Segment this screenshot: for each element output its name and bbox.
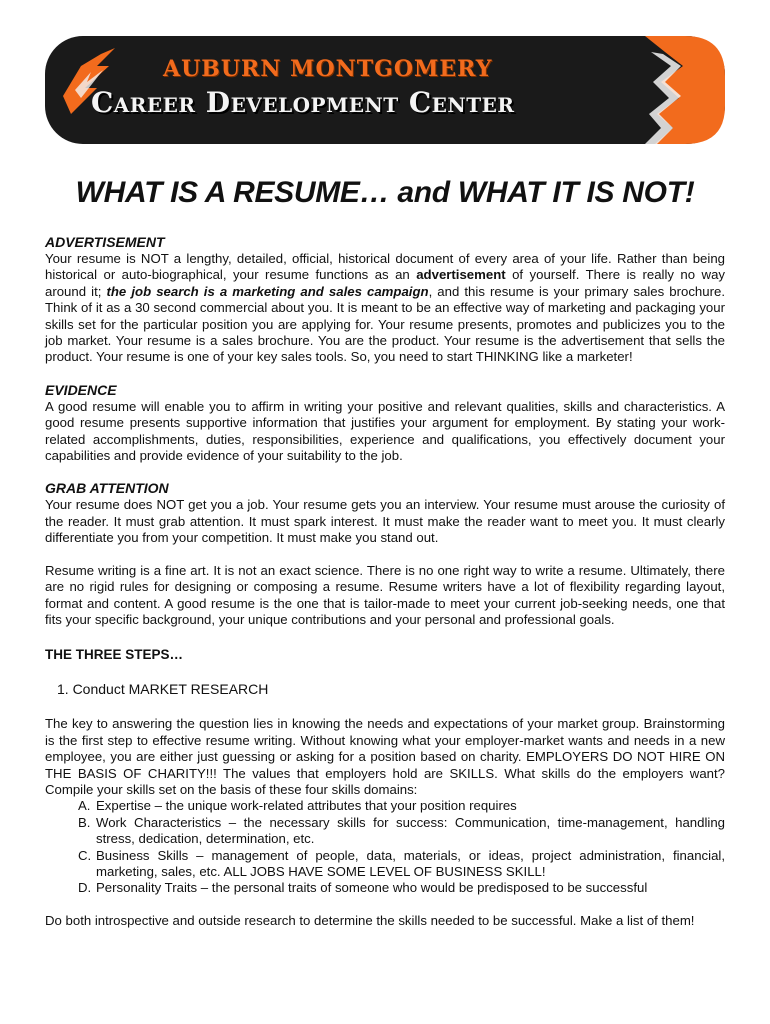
grab-attention-paragraph-2: Resume writing is a fine art. It is not an exact science. There is no one right way to write a resume. Ultimately, there are no rigid rules for designing or composing a resume. Resume writers have a lot of flexibility regarding layout, format and content. A good resume is the one that is tailor-made to meet your current job-seeking needs, one that fits your specific background, your unique contributions and your personal and professional goals. [45, 562, 725, 627]
advertisement-text-1: Your resume is NOT a lengthy, detailed, official, historical document of every area of your life. Rather than being historical or auto-biographical, your resume functions as an [45, 251, 725, 283]
list-item [78, 798, 725, 814]
step-1-heading: 1. Conduct MARKET RESEARCH [57, 681, 269, 698]
list-item-text: Expertise – the unique work-related attributes that your position requires [96, 798, 517, 814]
grab-attention-paragraph-1: Your resume does NOT get you a job. Your resume gets you an interview. Your resume must arouse the curiosity of the reader. It must grab attention. It must spark interest. It must make the reader want to meet you. It must clearly differentiate you from your competition. It must make you stand out. [45, 497, 725, 546]
list-item [78, 815, 725, 848]
advertisement-heading: ADVERTISEMENT [45, 234, 165, 250]
advertisement-bold-term: advertisement [416, 267, 506, 283]
advertisement-paragraph [45, 251, 725, 366]
list-item-text: Personality Traits – the personal traits of someone who would be predisposed to be successful [96, 880, 648, 896]
list-item-letter: B. [78, 814, 91, 830]
three-steps-heading: THE THREE STEPS… [45, 647, 184, 663]
list-item-text: Work Characteristics – the necessary skills for success: Communication, time-management, handling stress, dedication, determination, etc. [96, 814, 725, 847]
page-title: WHAT IS A RESUME… and WHAT IT IS NOT! [75, 176, 695, 209]
skills-domain-list [78, 798, 725, 896]
list-item [78, 848, 725, 881]
advertisement-text-2: of yourself. There is really no way around it; [45, 267, 725, 299]
advertisement-text-3: , and this resume is your primary sales brochure. Think of it as a 30 second commercial about you. It is meant to be an effective way of marketing and packaging your skills set for the particular position you are applying for. Your resume presents, promotes and publicizes you to the job market. Your resume is a sales brochure. You are the product. Your resume is the advertisement that sells the product. Your resume is one of your key sales tools. So, you need to start THINKING like a marketer! [45, 283, 725, 365]
market-research-paragraph: The key to answering the question lies in knowing the needs and expectations of your market group. Brainstorming is the first step to effective resume writing. Without knowing what your employer-market wants and needs in a new employee, you are either just guessing or asking for a position based on charity. EMPLOYERS DO NOT HIRE ON THE BASIS OF CHARITY!!! The values that employers hold are SKILLS. What skills do the employers want? Compile your skills set on the basis of these four skills domains: [45, 716, 725, 797]
evidence-heading: EVIDENCE [45, 381, 117, 398]
closing-paragraph: Do both introspective and outside research to determine the skills needed to be successful. Make a list of them! [45, 912, 695, 928]
list-item-letter: C. [78, 847, 92, 863]
grab-attention-heading: GRAB ATTENTION [45, 480, 169, 497]
banner-center-name: Career Development Center [91, 86, 515, 119]
list-item-text: Business Skills – management of people, data, materials, or ideas, project administration, financial, marketing, sales, etc. ALL JOBS HAVE SOME LEVEL OF BUSINESS SKILL! [96, 847, 725, 879]
list-item-letter: A. [78, 798, 91, 814]
list-item-letter: D. [78, 880, 92, 896]
career-center-banner [45, 36, 725, 144]
document-body [45, 234, 725, 929]
advertisement-bold-phrase: the job search is a marketing and sales campaign [106, 283, 429, 299]
evidence-paragraph: A good resume will enable you to affirm in writing your positive and relevant qualities, skills and characteristics. A good resume presents supportive information that justifies your argument for employment. By stating your work-related accomplishments, duties, responsibilities, experience and qualifications, you effectively document your capabilities and provide evidence of your suitability to the job. [45, 398, 725, 464]
list-item [78, 880, 725, 896]
banner-university-name: AUBURN MONTGOMERY [163, 56, 493, 82]
